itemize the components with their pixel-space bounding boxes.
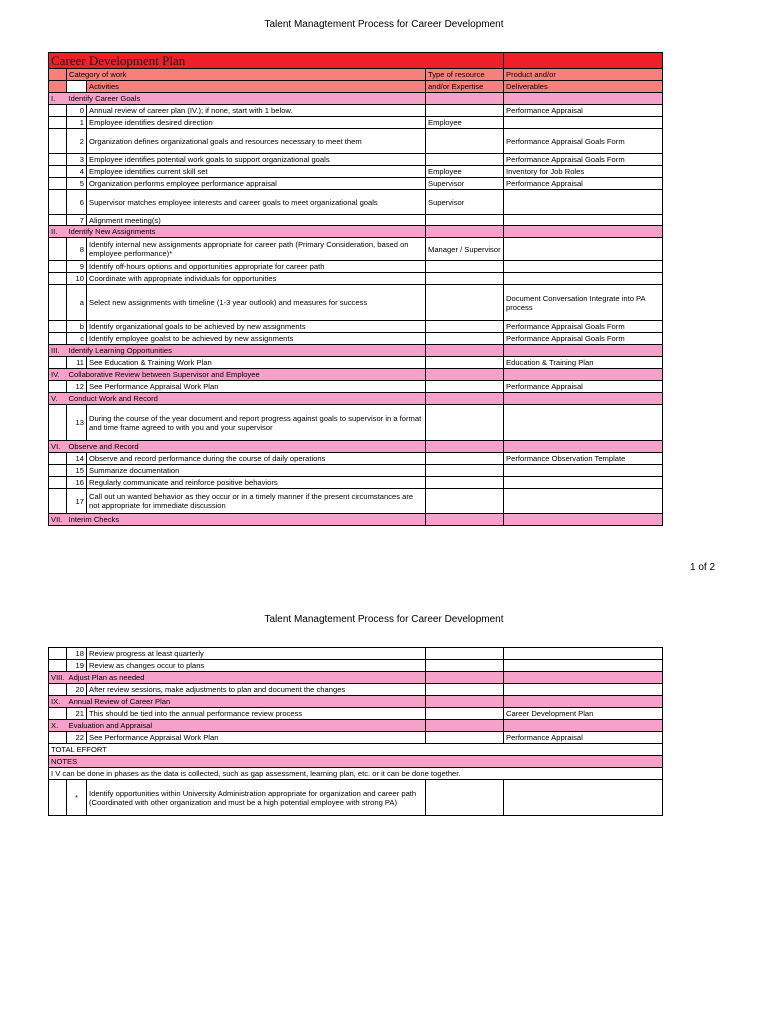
table-row: [49, 381, 663, 393]
table-row: [49, 321, 663, 333]
deliverable: [504, 660, 663, 672]
table-row: [49, 684, 663, 696]
section-blank: [504, 696, 663, 708]
resource-type: [426, 357, 504, 369]
activity-text: Review as changes occur to plans: [87, 660, 426, 672]
activity-text: Employee identifies potential work goals to support organizational goals: [87, 154, 426, 166]
row-blank: [49, 190, 67, 215]
deliverable: Performance Observation Template: [504, 453, 663, 465]
title-blank: [504, 53, 663, 69]
deliverable: Career Development Plan: [504, 708, 663, 720]
section-blank: [504, 393, 663, 405]
resource-type: [426, 732, 504, 744]
table-row: [49, 117, 663, 129]
step-number: a: [67, 285, 87, 321]
step-number: 0: [67, 105, 87, 117]
row-blank: [49, 178, 67, 190]
step-number: 2: [67, 129, 87, 154]
resource-type: [426, 648, 504, 660]
deliverable: Performance Appraisal Goals Form: [504, 333, 663, 345]
step-number: 4: [67, 166, 87, 178]
step-number: 20: [67, 684, 87, 696]
row-blank: [49, 285, 67, 321]
section-number: VI.: [49, 441, 67, 453]
table-row: [49, 273, 663, 285]
table-row: [49, 465, 663, 477]
resource-type: Employee: [426, 166, 504, 178]
section-number: I.: [49, 93, 67, 105]
notes-row: [49, 756, 663, 768]
resource-type: [426, 215, 504, 226]
table-row: [49, 405, 663, 441]
deliverable: [504, 117, 663, 129]
section-label: Identify Learning Opportunities: [67, 345, 426, 357]
section-row: [49, 514, 663, 526]
resource-type: [426, 333, 504, 345]
resource-type: [426, 489, 504, 514]
deliverable: Performance Appraisal Goals Form: [504, 321, 663, 333]
section-row: [49, 93, 663, 105]
section-row: [49, 672, 663, 684]
resource-type: [426, 129, 504, 154]
table-row: [49, 708, 663, 720]
table-row: [49, 453, 663, 465]
table-row: [49, 154, 663, 166]
row-blank: [49, 381, 67, 393]
hdr-blank: [67, 81, 87, 93]
table-row: [49, 660, 663, 672]
step-number: 16: [67, 477, 87, 489]
activity-text: Organization defines organizational goals and resources necessary to meet them: [87, 129, 426, 154]
table-row: [49, 190, 663, 215]
section-blank: [426, 226, 504, 238]
activity-text: During the course of the year document and report progress against goals to supervisor in a format and time frame agreed to with you and your supervisor: [87, 405, 426, 441]
resource-type: Supervisor: [426, 190, 504, 215]
row-blank: [49, 321, 67, 333]
activity-text: Supervisor matches employee interests and career goals to meet organizational goals: [87, 190, 426, 215]
activity-text: Summarize documentation: [87, 465, 426, 477]
section-row: [49, 720, 663, 732]
activity-text: See Performance Appraisal Work Plan: [87, 381, 426, 393]
section-blank: [426, 441, 504, 453]
deliverable: [504, 465, 663, 477]
activity-text: See Education & Training Work Plan: [87, 357, 426, 369]
row-blank: [49, 405, 67, 441]
section-blank: [504, 672, 663, 684]
section-blank: [504, 720, 663, 732]
deliverable: [504, 780, 663, 816]
step-number: 11: [67, 357, 87, 369]
table-row: [49, 357, 663, 369]
section-blank: [504, 369, 663, 381]
section-number: II.: [49, 226, 67, 238]
section-label: Identify Career Goals: [67, 93, 426, 105]
row-blank: [49, 780, 67, 816]
activity-text: Identify internal new assignments appropriate for career path (Primary Consideration, based on employee performance)*: [87, 238, 426, 261]
section-blank: [504, 514, 663, 526]
deliverable: [504, 238, 663, 261]
section-blank: [504, 226, 663, 238]
deliverable: Performance Appraisal: [504, 178, 663, 190]
table-row: [49, 333, 663, 345]
row-blank: [49, 273, 67, 285]
activity-text: See Performance Appraisal Work Plan: [87, 732, 426, 744]
table-row: [49, 285, 663, 321]
page1-title: Talent Managtement Process for Career Development: [264, 19, 504, 30]
resource-type: [426, 381, 504, 393]
section-blank: [426, 93, 504, 105]
activity-text: Select new assignments with timeline (1-3 year outlook) and measures for success: [87, 285, 426, 321]
section-number: IV.: [49, 369, 67, 381]
deliverable: Inventory for Job Roles: [504, 166, 663, 178]
row-blank: [49, 333, 67, 345]
step-number: 3: [67, 154, 87, 166]
resource-type: [426, 708, 504, 720]
resource-type: [426, 660, 504, 672]
deliverable: [504, 477, 663, 489]
section-label: Collaborative Review between Supervisor and Employee: [67, 369, 426, 381]
section-number: VII.: [49, 514, 67, 526]
section-blank: [504, 93, 663, 105]
activity-text: Observe and record performance during the course of daily operations: [87, 453, 426, 465]
resource-type: [426, 780, 504, 816]
row-blank: [49, 129, 67, 154]
row-blank: [49, 117, 67, 129]
row-blank: [49, 465, 67, 477]
page2-title: Talent Managtement Process for Career Development: [264, 614, 504, 625]
deliverable: [504, 405, 663, 441]
header-deliverables: Deliverables: [504, 81, 663, 93]
resource-type: [426, 273, 504, 285]
step-number: 14: [67, 453, 87, 465]
step-number: 5: [67, 178, 87, 190]
deliverable: Document Conversation Integrate into PA process: [504, 285, 663, 321]
section-label: Identify New Assignments: [67, 226, 426, 238]
step-number: 22: [67, 732, 87, 744]
header-category: Category of work: [67, 69, 426, 81]
step-number: 21: [67, 708, 87, 720]
step-number: 6: [67, 190, 87, 215]
hdr-blank: [49, 69, 67, 81]
activity-text: Regularly communicate and reinforce positive behaviors: [87, 477, 426, 489]
notes-label: NOTES: [49, 756, 663, 768]
row-blank: [49, 477, 67, 489]
step-number: 19: [67, 660, 87, 672]
table-row: [49, 648, 663, 660]
deliverable: [504, 489, 663, 514]
page-number: 1 of 2: [690, 562, 716, 573]
resource-type: [426, 285, 504, 321]
header-expertise: and/or Expertise: [426, 81, 504, 93]
section-label: Interim Checks: [67, 514, 426, 526]
row-blank: [49, 261, 67, 273]
section-blank: [426, 369, 504, 381]
resource-type: [426, 477, 504, 489]
plain-text: TOTAL EFFORT: [49, 744, 663, 756]
section-number: III.: [49, 345, 67, 357]
section-blank: [426, 696, 504, 708]
deliverable: Education & Training Plan: [504, 357, 663, 369]
table-row: [49, 238, 663, 261]
step-number: c: [67, 333, 87, 345]
activity-text: Alignment meeting(s): [87, 215, 426, 226]
section-label: Adjust Plan as needed: [67, 672, 426, 684]
section-blank: [426, 514, 504, 526]
activity-text: Review progress at least quarterly: [87, 648, 426, 660]
resource-type: [426, 465, 504, 477]
section-label: Annual Review of Career Plan: [67, 696, 426, 708]
row-blank: [49, 215, 67, 226]
section-blank: [504, 345, 663, 357]
deliverable: Performance Appraisal Goals Form: [504, 129, 663, 154]
table-row: [49, 780, 663, 816]
section-row: [49, 441, 663, 453]
section-blank: [504, 441, 663, 453]
deliverable: [504, 190, 663, 215]
activity-text: Identify employee goalst to be achieved by new assignments: [87, 333, 426, 345]
section-number: V.: [49, 393, 67, 405]
header-activities: Activities: [87, 81, 426, 93]
activity-text: Organization performs employee performance appraisal: [87, 178, 426, 190]
row-blank: [49, 154, 67, 166]
step-number: 13: [67, 405, 87, 441]
resource-type: [426, 321, 504, 333]
row-blank: [49, 708, 67, 720]
row-blank: [49, 105, 67, 117]
deliverable: [504, 261, 663, 273]
activity-text: Identify organizational goals to be achieved by new assignments: [87, 321, 426, 333]
section-number: X.: [49, 720, 67, 732]
activity-text: Identify opportunities within University Administration appropriate for organization and career path (Coordinated with other organization and must be a high potential employee with strong PA): [87, 780, 426, 816]
table-row: [49, 215, 663, 226]
resource-type: Manager / Supervisor: [426, 238, 504, 261]
step-number: *: [67, 780, 87, 816]
deliverable: Performance Appraisal: [504, 105, 663, 117]
career-plan-table-page1: [48, 52, 663, 526]
row-blank: [49, 166, 67, 178]
table-row: [49, 105, 663, 117]
section-row: [49, 696, 663, 708]
table-row: [49, 178, 663, 190]
table-row: [49, 166, 663, 178]
step-number: 7: [67, 215, 87, 226]
plan-title: Career Development Plan: [49, 53, 504, 69]
row-blank: [49, 238, 67, 261]
section-label: Observe and Record: [67, 441, 426, 453]
activity-text: Annual review of career plan (IV.); if none, start with 1 below.: [87, 105, 426, 117]
table-row: [49, 261, 663, 273]
section-label: Conduct Work and Record: [67, 393, 426, 405]
section-blank: [426, 345, 504, 357]
section-blank: [426, 672, 504, 684]
activity-text: After review sessions, make adjustments to plan and document the changes: [87, 684, 426, 696]
section-row: [49, 345, 663, 357]
section-blank: [426, 720, 504, 732]
step-number: 8: [67, 238, 87, 261]
deliverable: [504, 215, 663, 226]
resource-type: [426, 684, 504, 696]
deliverable: Performance Appraisal Goals Form: [504, 154, 663, 166]
step-number: 9: [67, 261, 87, 273]
plain-text: I V can be done in phases as the data is collected, such as gap assessment, learning plan, etc. or it can be done together.: [49, 768, 663, 780]
row-blank: [49, 732, 67, 744]
activity-text: Identify off-hours options and opportunities appropriate for career path: [87, 261, 426, 273]
step-number: 1: [67, 117, 87, 129]
resource-type: [426, 261, 504, 273]
section-row: [49, 226, 663, 238]
deliverable: [504, 684, 663, 696]
section-row: [49, 393, 663, 405]
header-type: Type of resource: [426, 69, 504, 81]
row-blank: [49, 648, 67, 660]
resource-type: [426, 453, 504, 465]
row-blank: [49, 357, 67, 369]
section-blank: [426, 393, 504, 405]
step-number: 15: [67, 465, 87, 477]
section-number: VIII.: [49, 672, 67, 684]
row-blank: [49, 684, 67, 696]
table-row: [49, 129, 663, 154]
step-number: 10: [67, 273, 87, 285]
row-blank: [49, 660, 67, 672]
table-row: [49, 489, 663, 514]
deliverable: Performance Appraisal: [504, 732, 663, 744]
activity-text: Employee identifies current skill set: [87, 166, 426, 178]
deliverable: [504, 273, 663, 285]
activity-text: This should be tied into the annual performance review process: [87, 708, 426, 720]
plain-row: [49, 744, 663, 756]
resource-type: [426, 154, 504, 166]
row-blank: [49, 453, 67, 465]
step-number: b: [67, 321, 87, 333]
section-number: IX.: [49, 696, 67, 708]
resource-type: [426, 105, 504, 117]
step-number: 17: [67, 489, 87, 514]
section-row: [49, 369, 663, 381]
plain-row: [49, 768, 663, 780]
resource-type: [426, 405, 504, 441]
hdr-blank: [49, 81, 67, 93]
resource-type: Employee: [426, 117, 504, 129]
career-plan-table-page2: [48, 647, 663, 816]
table-row: [49, 477, 663, 489]
deliverable: [504, 648, 663, 660]
table-row: [49, 732, 663, 744]
deliverable: Performance Appraisal: [504, 381, 663, 393]
step-number: 18: [67, 648, 87, 660]
row-blank: [49, 489, 67, 514]
section-label: Evaluation and Appraisal: [67, 720, 426, 732]
activity-text: Employee identifies desired direction: [87, 117, 426, 129]
step-number: 12: [67, 381, 87, 393]
resource-type: Supervisor: [426, 178, 504, 190]
header-product: Product and/or: [504, 69, 663, 81]
activity-text: Call out un wanted behavior as they occur or in a timely manner if the present circumstances are not appropriate for immediate discussion: [87, 489, 426, 514]
activity-text: Coordinate with appropriate individuals for opportunities: [87, 273, 426, 285]
